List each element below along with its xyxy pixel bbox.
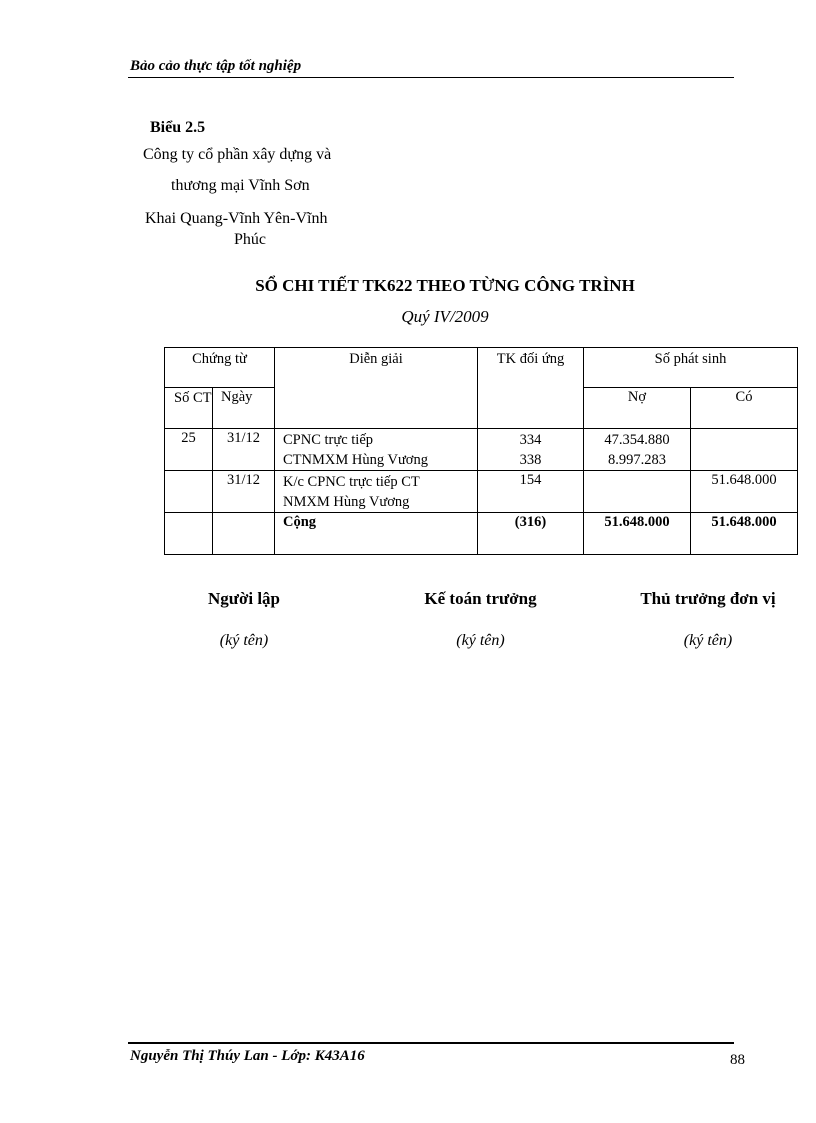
company-line-4: Phúc — [234, 231, 266, 248]
form-label: Biểu 2.5 — [150, 119, 206, 136]
cell-dien-giai — [275, 471, 478, 513]
cell-so-ct — [165, 471, 213, 513]
header-ngay: Ngày — [213, 388, 275, 429]
total-no: 51.648.000 — [584, 513, 691, 555]
total-row — [165, 513, 798, 555]
cell-empty — [213, 513, 275, 555]
dien-giai-line: CPNC trực tiếp — [283, 432, 374, 448]
cell-ngay: 31/12 — [213, 429, 275, 471]
dien-giai-line: NMXM Hùng Vương — [283, 494, 410, 510]
header-so-phat-sinh: Số phát sinh — [584, 348, 798, 388]
cell-so-ct: 25 — [165, 429, 213, 471]
ledger-table — [164, 347, 798, 555]
ledger-title: SỔ CHI TIẾT TK622 THEO TỪNG CÔNG TRÌNH — [255, 276, 635, 295]
cell-dien-giai — [275, 429, 478, 471]
total-tk: (316) — [478, 513, 584, 555]
header-rule — [128, 77, 734, 78]
table-row — [165, 429, 798, 471]
tk-value: 334 — [519, 432, 542, 448]
header-so-ct-text: Số CT — [174, 390, 212, 406]
cell-empty — [165, 513, 213, 555]
company-line-1: Công ty cổ phần xây dựng và — [143, 146, 332, 163]
dien-giai-line: CTNMXM Hùng Vương — [283, 452, 428, 468]
company-line-3: Khai Quang-Vĩnh Yên-Vĩnh — [145, 210, 328, 227]
cell-tk — [478, 429, 584, 471]
signature-director-title: Thủ trưởng đơn vị — [640, 589, 776, 608]
cell-no — [584, 471, 691, 513]
header-tk-doi-ung: TK đối ứng — [478, 348, 584, 429]
page-number: 88 — [730, 1052, 745, 1068]
tk-value: 338 — [519, 452, 542, 468]
table-row — [165, 471, 798, 513]
cell-co: 51.648.000 — [691, 471, 798, 513]
ledger-period: Quý IV/2009 — [401, 307, 489, 326]
total-co: 51.648.000 — [691, 513, 798, 555]
cell-ngay: 31/12 — [213, 471, 275, 513]
cell-tk: 154 — [478, 471, 584, 513]
page-header-title: Bảo cảo thực tập tốt nghiệp — [130, 58, 302, 74]
header-no: Nợ — [584, 388, 691, 429]
signature-preparer-title: Người lập — [207, 589, 281, 608]
header-so-ct — [165, 388, 213, 429]
cell-co — [691, 429, 798, 471]
company-line-2: thương mại Vĩnh Sơn — [171, 177, 310, 194]
header-dien-giai: Diễn giải — [275, 348, 478, 429]
footer-rule — [128, 1042, 734, 1044]
header-co: Có — [691, 388, 798, 429]
signature-director-sub: (ký tên) — [683, 632, 733, 649]
header-row-1 — [165, 348, 798, 388]
dien-giai-line: K/c CPNC trực tiếp CT — [283, 474, 420, 490]
signature-accountant-title: Kế toán trưởng — [424, 589, 537, 608]
signature-preparer-sub: (ký tên) — [219, 632, 269, 649]
no-value: 47.354.880 — [604, 432, 670, 448]
no-value: 8.997.283 — [608, 452, 666, 468]
footer-author: Nguyễn Thị Thúy Lan - Lớp: K43A16 — [130, 1048, 365, 1064]
header-chung-tu: Chứng từ — [165, 348, 275, 388]
cell-no — [584, 429, 691, 471]
signature-accountant-sub: (ký tên) — [456, 632, 505, 649]
total-label: Cộng — [275, 513, 478, 555]
